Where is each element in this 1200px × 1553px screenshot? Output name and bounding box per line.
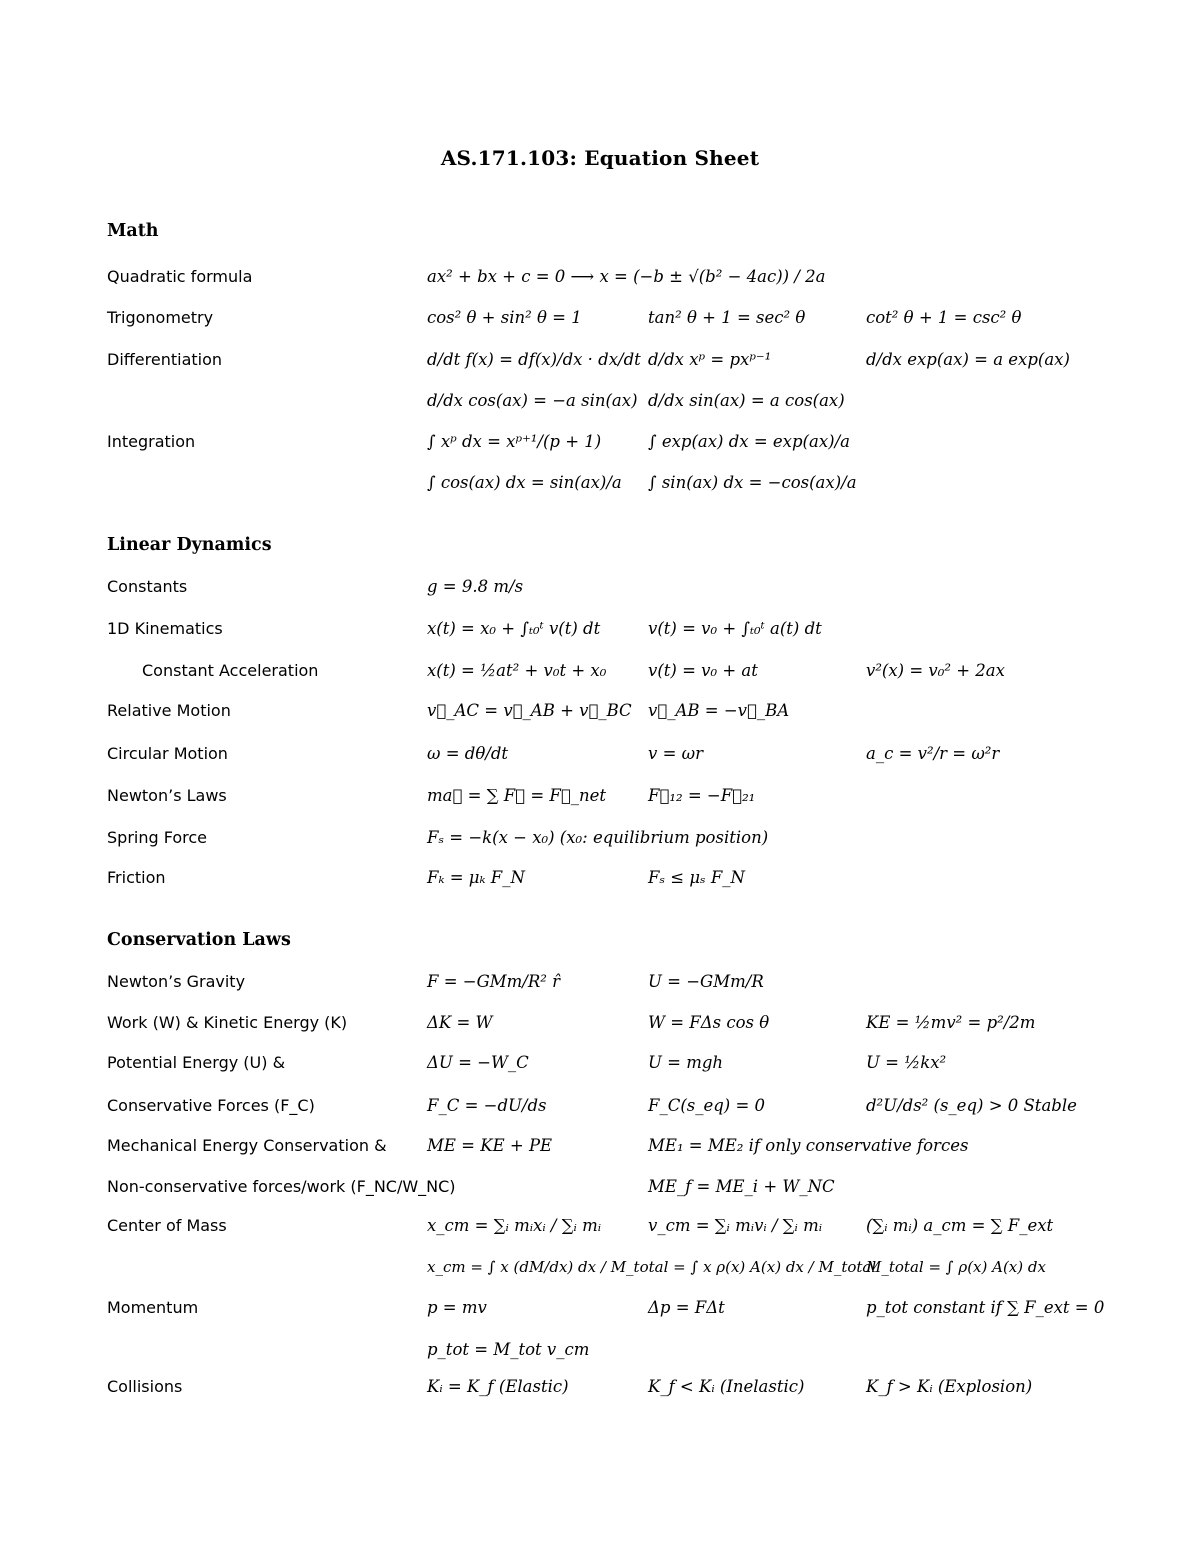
equation: F⃗₁₂ = −F⃗₂₁ <box>648 786 756 805</box>
equation: KE = ½mv² = p²/2m <box>866 1013 1036 1032</box>
equation: v(t) = v₀ + ∫ₜ₀ᵗ a(t) dt <box>648 619 822 638</box>
equation: d²U/ds² (s_eq) > 0 Stable <box>866 1096 1077 1115</box>
row-label: Momentum <box>107 1298 199 1317</box>
equation-row <box>0 744 1200 774</box>
section-heading-math: Math <box>107 221 159 241</box>
equation: Δp = FΔt <box>648 1298 725 1317</box>
equation-row <box>0 1177 1200 1207</box>
equation-row <box>0 1216 1200 1246</box>
equation: U = −GMm/R <box>648 972 764 991</box>
section-heading-linear-dynamics: Linear Dynamics <box>107 535 272 555</box>
row-label: Collisions <box>107 1377 183 1396</box>
equation: x_cm = ∫ x (dM/dx) dx / M_total = ∫ x ρ(x) A(x) dx / M_total <box>427 1258 877 1276</box>
equation: ΔU = −W_C <box>427 1053 529 1072</box>
equation: ω = dθ/dt <box>427 744 509 763</box>
equation-row <box>0 391 1200 421</box>
equation: ME = KE + PE <box>427 1136 553 1155</box>
page-title: AS.171.103: Equation Sheet <box>440 146 760 170</box>
equation: x_cm = ∑ᵢ mᵢxᵢ / ∑ᵢ mᵢ <box>427 1216 602 1235</box>
equation-row <box>0 1377 1200 1407</box>
equation-row <box>0 661 1200 691</box>
equation-row <box>0 786 1200 816</box>
equation: d/dx cos(ax) = −a sin(ax) <box>427 391 638 410</box>
equation: ME₁ = ME₂ if only conservative forces <box>648 1136 969 1155</box>
row-label: Integration <box>107 432 196 451</box>
row-label: Spring Force <box>107 828 208 847</box>
equation: v⃗_AC = v⃗_AB + v⃗_BC <box>427 701 632 720</box>
equation-row <box>0 619 1200 649</box>
equation: p_tot = M_tot v_cm <box>427 1340 590 1359</box>
equation: F = −GMm/R² r̂ <box>427 972 561 991</box>
equation: W = FΔs cos θ <box>648 1013 770 1032</box>
equation: p = mv <box>427 1298 487 1317</box>
equation-row <box>0 1340 1200 1370</box>
equation: d/dx sin(ax) = a cos(ax) <box>648 391 845 410</box>
equation: F_C(s_eq) = 0 <box>648 1096 766 1115</box>
equation-row <box>0 972 1200 1002</box>
equation-row <box>0 868 1200 898</box>
equation: M_total = ∫ ρ(x) A(x) dx <box>866 1258 1046 1276</box>
equation: v⃗_AB = −v⃗_BA <box>648 701 790 720</box>
equation: Fₖ = μₖ F_N <box>427 868 525 887</box>
equation: v²(x) = v₀² + 2ax <box>866 661 1005 680</box>
equation: x(t) = ½at² + v₀t + x₀ <box>427 661 607 680</box>
equation-row <box>0 1096 1200 1126</box>
equation-row <box>0 432 1200 462</box>
row-label: Non-conservative forces/work (F_NC/W_NC) <box>107 1177 456 1196</box>
equation-row <box>0 577 1200 607</box>
equation: v = ωr <box>648 744 703 763</box>
equation: g = 9.8 m/s <box>427 577 524 596</box>
row-label: Mechanical Energy Conservation & <box>107 1136 387 1155</box>
equation: x(t) = x₀ + ∫ₜ₀ᵗ v(t) dt <box>427 619 601 638</box>
row-label: Relative Motion <box>107 701 231 720</box>
section-heading-conservation-laws: Conservation Laws <box>107 930 291 950</box>
equation: ΔK = W <box>427 1013 493 1032</box>
row-label: Newton’s Gravity <box>107 972 246 991</box>
row-label: Differentiation <box>107 350 223 369</box>
equation: d/dx exp(ax) = a exp(ax) <box>866 350 1070 369</box>
equation: cos² θ + sin² θ = 1 <box>427 308 582 327</box>
equation: tan² θ + 1 = sec² θ <box>648 308 806 327</box>
row-label: Circular Motion <box>107 744 228 763</box>
row-label: Work (W) & Kinetic Energy (K) <box>107 1013 348 1032</box>
equation: d/dx xᵖ = pxᵖ⁻¹ <box>648 350 772 369</box>
equation: ma⃗ = ∑ F⃗ = F⃗_net <box>427 786 607 805</box>
row-label: Quadratic formula <box>107 267 253 286</box>
row-label: Constant Acceleration <box>142 661 319 680</box>
equation: Fₛ = −k(x − x₀) (x₀: equilibrium position) <box>427 828 769 847</box>
equation-row <box>0 473 1200 503</box>
equation-row <box>0 350 1200 380</box>
equation: ∫ exp(ax) dx = exp(ax)/a <box>648 432 850 451</box>
equation-row <box>0 1053 1200 1083</box>
equation: ∫ sin(ax) dx = −cos(ax)/a <box>648 473 857 492</box>
equation: K_f < Kᵢ (Inelastic) <box>648 1377 805 1396</box>
equation: ∫ cos(ax) dx = sin(ax)/a <box>427 473 622 492</box>
equation-row <box>0 1258 1200 1288</box>
equation: U = mgh <box>648 1053 724 1072</box>
equation: cot² θ + 1 = csc² θ <box>866 308 1022 327</box>
equation: a_c = v²/r = ω²r <box>866 744 1000 763</box>
equation: ∫ xᵖ dx = xᵖ⁺¹/(p + 1) <box>427 432 602 451</box>
equation: K_f > Kᵢ (Explosion) <box>866 1377 1033 1396</box>
row-label: Center of Mass <box>107 1216 227 1235</box>
equation-row <box>0 1013 1200 1043</box>
equation: ax² + bx + c = 0 ⟶ x = (−b ± √(b² − 4ac)) / 2a <box>427 267 826 286</box>
row-label: 1D Kinematics <box>107 619 223 638</box>
row-label: Potential Energy (U) & <box>107 1053 286 1072</box>
equation: Kᵢ = K_f (Elastic) <box>427 1377 569 1396</box>
equation-row <box>0 308 1200 338</box>
row-label: Constants <box>107 577 188 596</box>
row-label: Trigonometry <box>107 308 214 327</box>
equation: v(t) = v₀ + at <box>648 661 758 680</box>
equation: v_cm = ∑ᵢ mᵢvᵢ / ∑ᵢ mᵢ <box>648 1216 823 1235</box>
equation: F_C = −dU/ds <box>427 1096 547 1115</box>
equation: U = ½kx² <box>866 1053 947 1072</box>
equation-row <box>0 267 1200 297</box>
row-label: Friction <box>107 868 166 887</box>
equation: (∑ᵢ mᵢ) a_cm = ∑ F_ext <box>866 1216 1054 1235</box>
equation: d/dt f(x) = df(x)/dx · dx/dt <box>427 350 641 369</box>
equation-row <box>0 1298 1200 1328</box>
equation: Fₛ ≤ μₛ F_N <box>648 868 745 887</box>
equation-row <box>0 828 1200 858</box>
row-label: Newton’s Laws <box>107 786 227 805</box>
equation: p_tot constant if ∑ F_ext = 0 <box>866 1298 1105 1317</box>
equation: ME_f = ME_i + W_NC <box>648 1177 835 1196</box>
row-label: Conservative Forces (F_C) <box>107 1096 315 1115</box>
equation-row <box>0 701 1200 731</box>
equation-row <box>0 1136 1200 1166</box>
